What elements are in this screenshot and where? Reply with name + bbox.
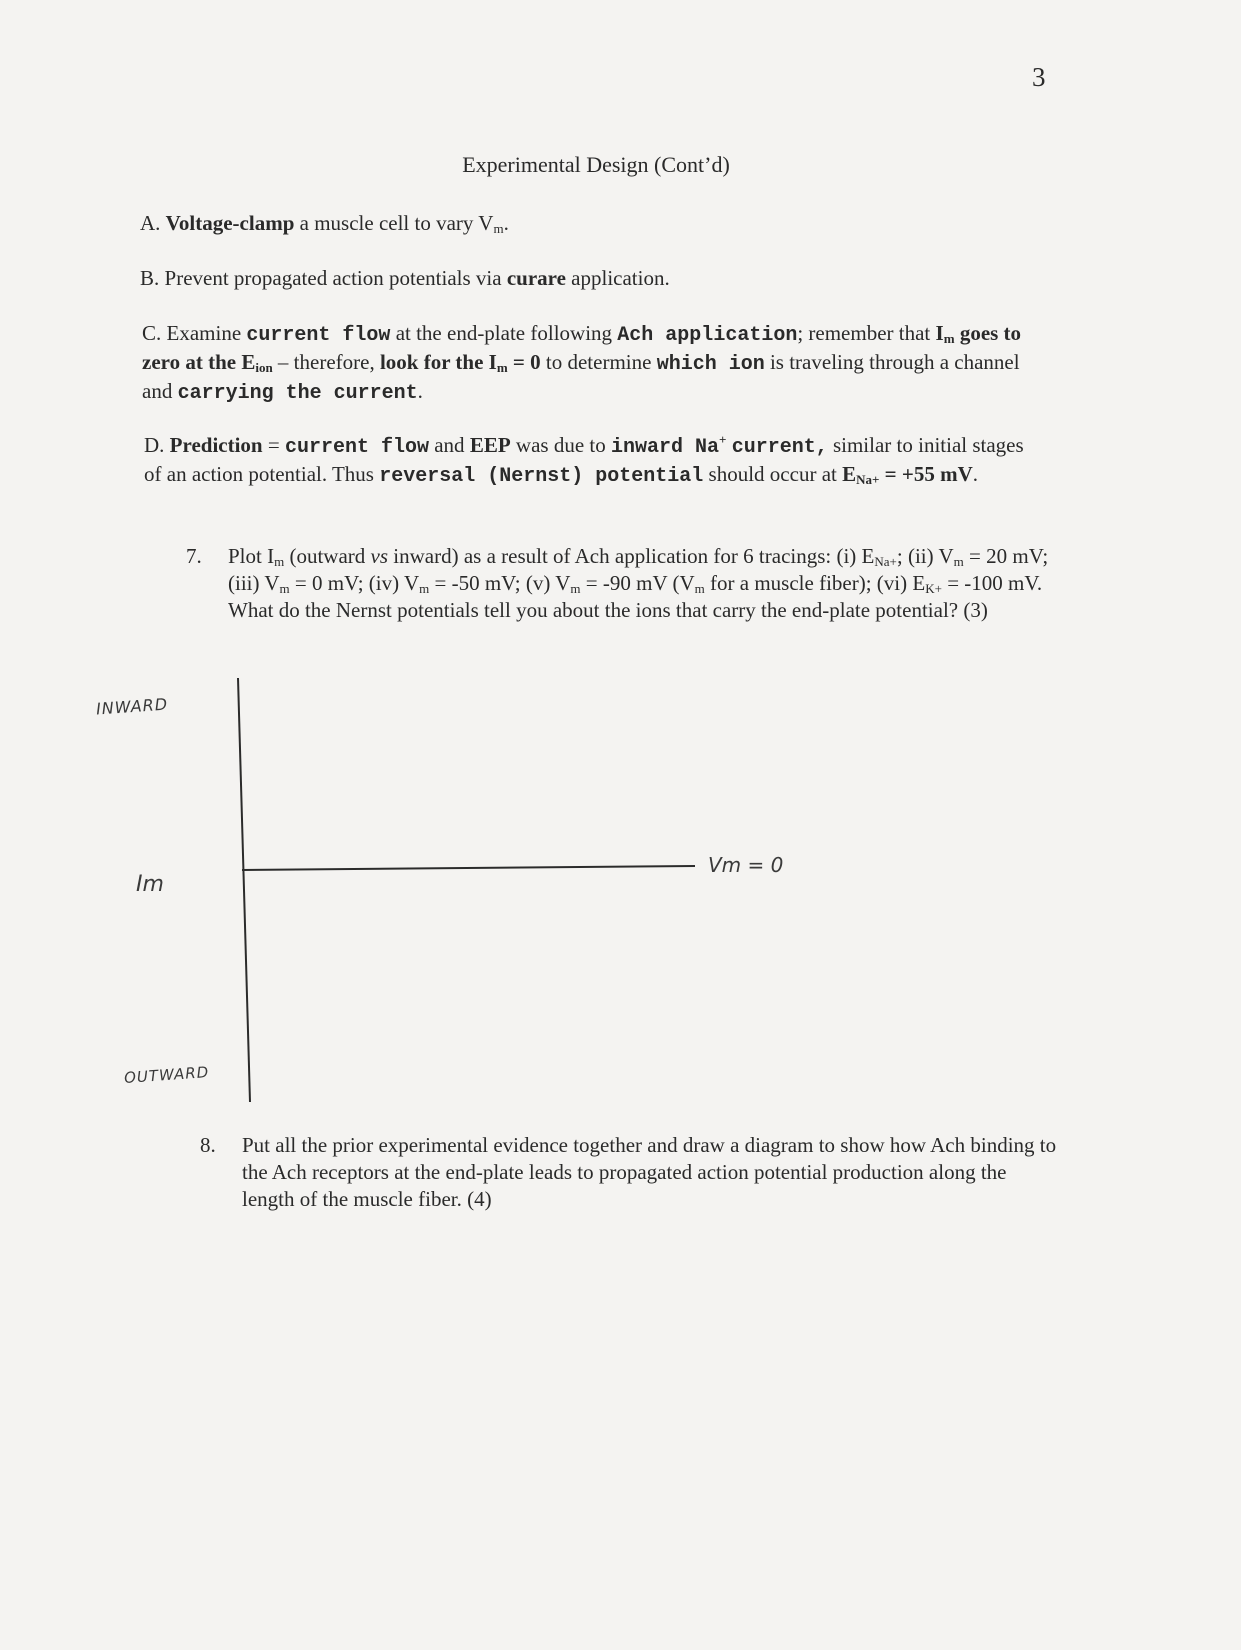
im-label: Im [136,872,164,897]
page-number: 3 [1032,62,1046,92]
question-8: 8. Put all the prior experimental evidence together and draw a diagram to show how Ach binding to the Ach receptors at the end-plate leads to propagated action potential production along the length of the muscle fiber. (4) [200,1132,1060,1213]
inward-label: INWARD [95,694,169,719]
question-7: 7. Plot $I_m$ (outward vs inward) as a result of Ach application for 6 tracings: (i) $E_{Na+}$; (ii) $V_m = 20$ mV; (iii) $V_m = 0$ mV; (iv) $V_m = -50$ mV; (v) $V_m = -90$ mV ($V_m$ for a muscle fiber); (vi) $E_{K+} = -100$ mV. What do the Nernst potentials tell you about the ions that carry the end-plate potential? (3) [186,543,1056,624]
item-d: D. Prediction = current flow and EEP was due to inward Na+ current, similar to initial stages of an action potential. Thus reversal (Nernst) potential should occur at $E_{Na+} = +55$ mV. [144,432,1024,488]
outward-label: OUTWARD [123,1063,210,1087]
item-b: B. Prevent propagated action potentials via curare application. [140,266,670,290]
page-title: Experimental Design (Cont’d) [462,152,730,177]
vm-zero-label: Vm = 0 [708,853,784,877]
item-c: C. Examine current flow at the end-plate following Ach application; remember that $I_m$ goes to zero at the $E_{ion}$ – therefore, look for the $I_m = 0$ to determine which ion is traveling through a channel and carrying the current. [142,321,1022,405]
item-a: A. Voltage-clamp a muscle cell to vary $V_m$. [140,211,509,236]
question-7-text: Plot $I_m$ (outward vs inward) as a result of Ach application for 6 tracings: (i) $E_{Na+}$; (ii) $V_m = 20$ mV; (iii) $V_m = 0$ mV; (iv) $V_m = -50$ mV; (v) $V_m = -90$ mV ($V_m$ for a muscle fiber); (vi) $E_{K+} = -100$ mV. What do the Nernst potentials tell you about the ions that carry the end-plate potential? (3) [228,544,1049,622]
x-axis-line [242,866,695,870]
question-8-text: Put all the prior experimental evidence together and draw a diagram to show how Ach binding to the Ach receptors at the end-plate leads to propagated action potential production along the length of the muscle fiber. (4) [242,1133,1057,1211]
y-axis-line [238,678,250,1102]
